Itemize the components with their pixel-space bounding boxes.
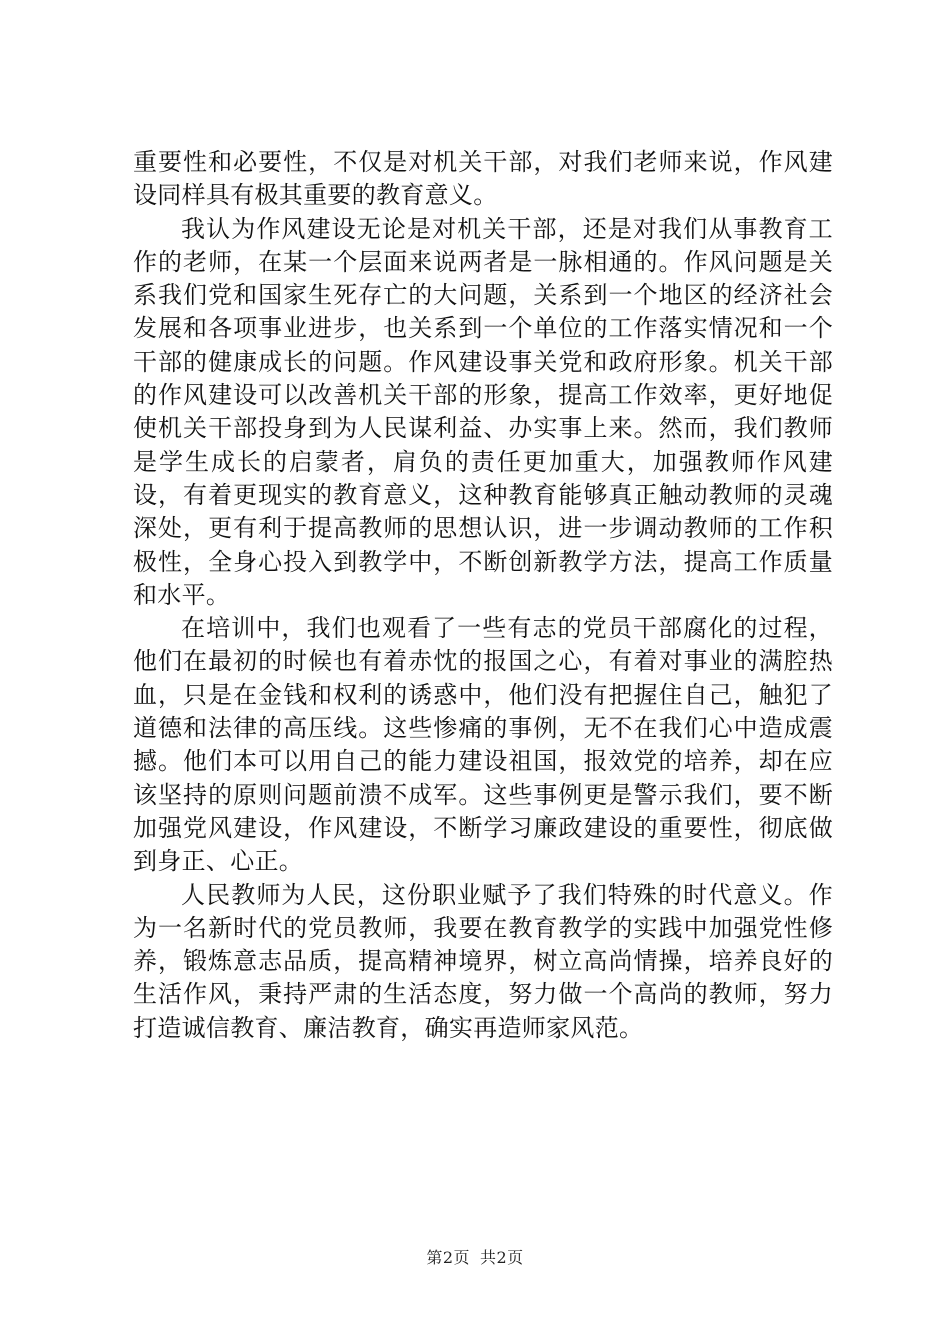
page-number-total: 共2页: [480, 1248, 524, 1267]
paragraph-4: 人民教师为人民，这份职业赋予了我们特殊的时代意义。作为一名新时代的党员教师，我要在教育教学的实践中加强党性修养，锻炼意志品质，提高精神境界，树立高尚情操，培养良好的生活作风，秉持严肃的生活态度，努力做一个高尚的教师，努力打造诚信教育、廉洁教育，确实再造师家风范。: [133, 880, 833, 1042]
page-footer: [0, 1245, 950, 1268]
paragraph-1: 重要性和必要性，不仅是对机关干部，对我们老师来说，作风建设同样具有极其重要的教育意义。: [133, 148, 833, 210]
page-number-current: 第2页: [426, 1248, 470, 1267]
paragraph-3: 在培训中，我们也观看了一些有志的党员干部腐化的过程，他们在最初的时候也有着赤忱的报国之心，有着对事业的满腔热血，只是在金钱和权利的诱惑中，他们没有把握住自己，触犯了道德和法律的高压线。这些惨痛的事例，无不在我们心中造成震撼。他们本可以用自己的能力建设祖国，报效党的培养，却在应该坚持的原则问题前溃不成军。这些事例更是警示我们，要不断加强党风建设，作风建设，不断学习廉政建设的重要性，彻底做到身正、心正。: [133, 614, 833, 876]
document-body: [133, 146, 833, 1045]
paragraph-2: 我认为作风建设无论是对机关干部，还是对我们从事教育工作的老师，在某一个层面来说两者是一脉相通的。作风问题是关系我们党和国家生死存亡的大问题，关系到一个地区的经济社会发展和各项事业进步，也关系到一个单位的工作落实情况和一个干部的健康成长的问题。作风建设事关党和政府形象。机关干部的作风建设可以改善机关干部的形象，提高工作效率，更好地促使机关干部投身到为人民谋利益、办实事上来。然而，我们教师是学生成长的启蒙者，肩负的责任更加重大，加强教师作风建设，有着更现实的教育意义，这种教育能够真正触动教师的灵魂深处，更有利于提高教师的思想认识，进一步调动教师的工作积极性，全身心投入到教学中，不断创新教学方法，提高工作质量和水平。: [133, 214, 833, 609]
